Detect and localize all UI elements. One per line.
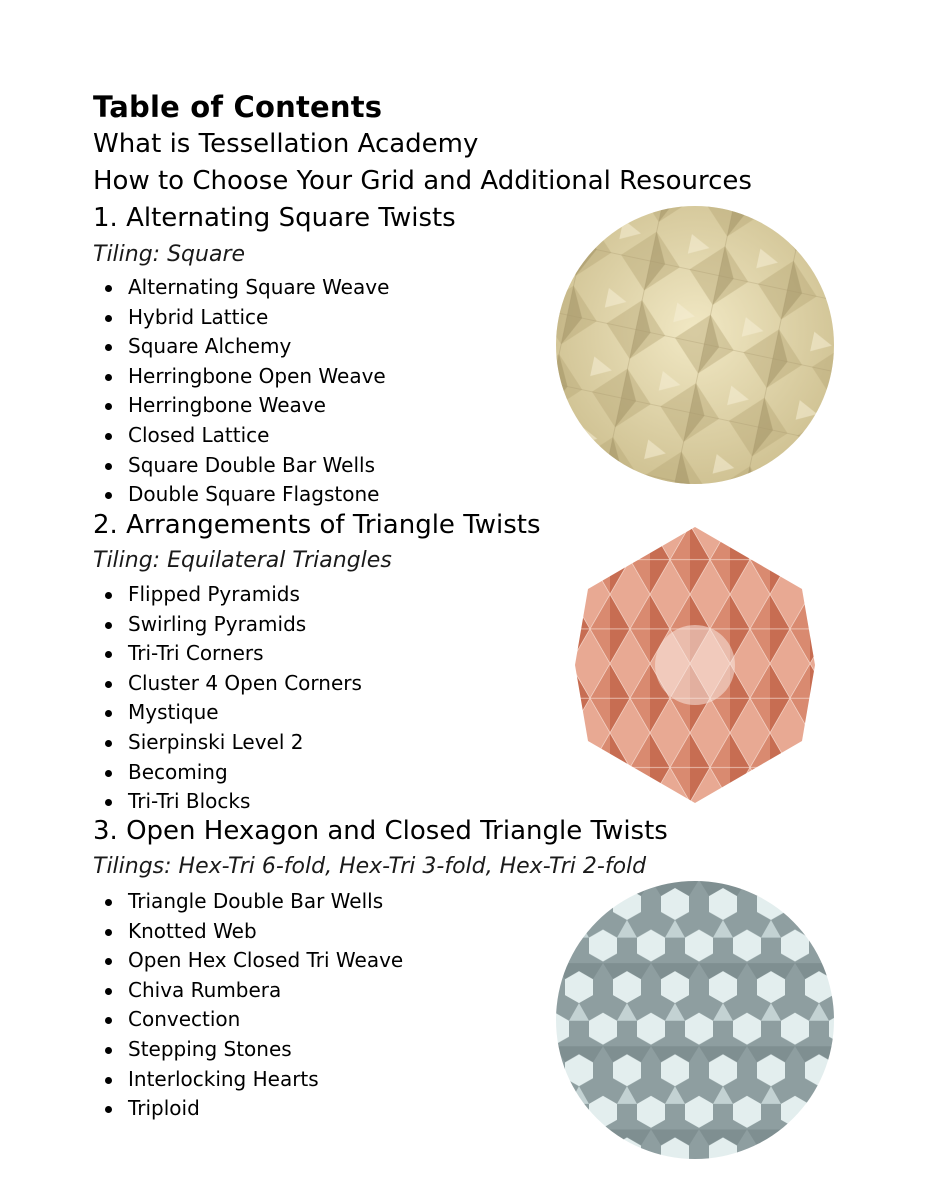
section-tiling-1: Tiling: Square: [93, 242, 246, 267]
list-item[interactable]: Cluster 4 Open Corners: [103, 669, 362, 699]
list-item[interactable]: Double Square Flagstone: [103, 480, 389, 510]
hex-tessellation-image: [555, 880, 835, 1160]
list-item[interactable]: Swirling Pyramids: [103, 610, 362, 640]
list-item[interactable]: Closed Lattice: [103, 421, 389, 451]
list-item[interactable]: Chiva Rumbera: [103, 976, 403, 1006]
list-item[interactable]: Hybrid Lattice: [103, 303, 389, 333]
section-tiling-3: Tilings: Hex-Tri 6-fold, Hex-Tri 3-fold, Hex-Tri 2-fold: [93, 854, 647, 879]
list-item[interactable]: Open Hex Closed Tri Weave: [103, 946, 403, 976]
list-item[interactable]: Convection: [103, 1005, 403, 1035]
section-tiling-2: Tiling: Equilateral Triangles: [93, 548, 392, 573]
section-2-list: [103, 580, 362, 817]
list-item[interactable]: Knotted Web: [103, 917, 403, 947]
list-item[interactable]: Triangle Double Bar Wells: [103, 887, 403, 917]
section-heading-2[interactable]: 2. Arrangements of Triangle Twists: [93, 510, 541, 540]
toc-link-what-is[interactable]: What is Tessellation Academy: [93, 129, 479, 159]
list-item[interactable]: Stepping Stones: [103, 1035, 403, 1065]
list-item[interactable]: Square Alchemy: [103, 332, 389, 362]
toc-link-choose-grid[interactable]: How to Choose Your Grid and Additional Resources: [93, 166, 752, 196]
section-heading-3[interactable]: 3. Open Hexagon and Closed Triangle Twists: [93, 816, 668, 846]
list-item[interactable]: Herringbone Open Weave: [103, 362, 389, 392]
list-item[interactable]: Mystique: [103, 698, 362, 728]
list-item[interactable]: Tri-Tri Blocks: [103, 787, 362, 817]
section-heading-1[interactable]: 1. Alternating Square Twists: [93, 203, 456, 233]
list-item[interactable]: Sierpinski Level 2: [103, 728, 362, 758]
list-item[interactable]: Tri-Tri Corners: [103, 639, 362, 669]
list-item[interactable]: Herringbone Weave: [103, 391, 389, 421]
list-item[interactable]: Becoming: [103, 758, 362, 788]
section-1-list: [103, 273, 389, 510]
list-item[interactable]: Triploid: [103, 1094, 403, 1124]
page-title: Table of Contents: [93, 90, 383, 124]
square-tessellation-image: [555, 205, 835, 485]
triangle-tessellation-image: [570, 525, 820, 805]
list-item[interactable]: Alternating Square Weave: [103, 273, 389, 303]
list-item[interactable]: Flipped Pyramids: [103, 580, 362, 610]
section-3-list: [103, 887, 403, 1124]
list-item[interactable]: Square Double Bar Wells: [103, 451, 389, 481]
list-item[interactable]: Interlocking Hearts: [103, 1065, 403, 1095]
